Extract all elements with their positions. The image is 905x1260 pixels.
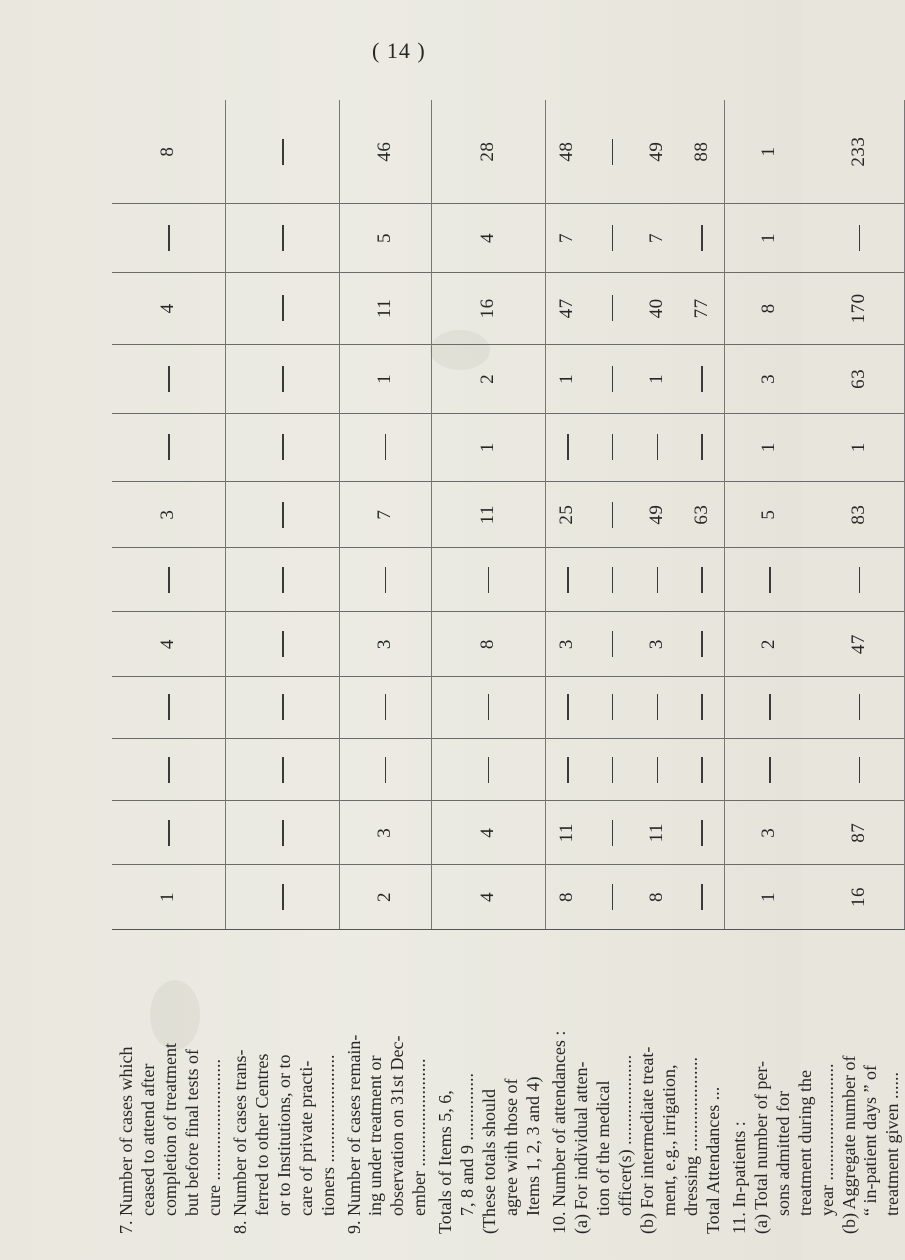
dash-mark: [282, 884, 284, 910]
table-cell: [725, 801, 815, 865]
table-cell: [545, 345, 590, 413]
cell-value: 3: [556, 639, 578, 650]
cell-value: 3: [645, 639, 667, 650]
cell-value: 8: [645, 891, 667, 902]
dash-mark: [657, 694, 659, 720]
table-cell: [815, 272, 905, 345]
dash-mark: [657, 567, 659, 593]
dash-mark: [282, 295, 284, 321]
table-cell: [545, 801, 590, 865]
label-line: Items 1, 2, 3 and 4): [523, 1076, 544, 1216]
cell-value: 48: [556, 141, 578, 162]
dash-mark: [488, 567, 490, 593]
table-cell: [226, 204, 340, 272]
cell-value: 1: [645, 373, 667, 384]
cell-value: 3: [157, 509, 179, 520]
dash-mark: [612, 366, 614, 392]
cell-value: 63: [690, 504, 712, 525]
dash-mark: [701, 757, 703, 783]
cell-value: 1: [476, 442, 498, 453]
row-label: [112, 929, 226, 1240]
dash-mark: [567, 567, 569, 593]
dash-mark: [567, 757, 569, 783]
table-cell: [226, 345, 340, 413]
table-cell: [112, 272, 226, 345]
table-cell: [340, 612, 432, 676]
table-cell: [431, 100, 545, 204]
cell-value: 1: [758, 891, 780, 902]
table-cell: [725, 612, 815, 676]
label-line: Total Attendances ...: [702, 1086, 723, 1234]
label-line: sons admitted for: [772, 1091, 793, 1216]
table-cell: [340, 413, 432, 481]
cell-value: 8: [476, 639, 498, 650]
table-cell: [226, 801, 340, 865]
table-cell: [590, 801, 635, 865]
table-cell: [590, 204, 635, 272]
label-line: treatment during the: [794, 1070, 815, 1216]
table-cell: [226, 612, 340, 676]
table-cell: [635, 481, 680, 547]
table-cell: [680, 100, 725, 204]
row-label: [545, 929, 725, 1240]
dash-mark: [612, 139, 614, 165]
table-cell: [545, 481, 590, 547]
dash-mark: [282, 757, 284, 783]
table-cell: [545, 100, 590, 204]
dash-mark: [612, 225, 614, 251]
table-cell: [815, 345, 905, 413]
label-line: ment, e.g., irrigation,: [658, 1064, 679, 1216]
dash-mark: [282, 820, 284, 846]
table-cell: [340, 801, 432, 865]
cell-value: 3: [373, 639, 395, 650]
table-cell: [680, 801, 725, 865]
table-cell: [725, 204, 815, 272]
table-cell: [635, 612, 680, 676]
dash-mark: [859, 694, 861, 720]
dash-mark: [168, 567, 170, 593]
table-cell: [431, 738, 545, 800]
dash-mark: [282, 366, 284, 392]
table-cell: [340, 738, 432, 800]
label-line: ember ........................: [409, 1058, 430, 1216]
table-cell: [431, 676, 545, 738]
table-cell: [431, 548, 545, 612]
dash-mark: [168, 757, 170, 783]
label-line: tioners ........................: [317, 1054, 338, 1216]
dash-mark: [701, 225, 703, 251]
cell-value: 7: [645, 232, 667, 243]
table-cell: [815, 413, 905, 481]
cell-value: 88: [690, 141, 712, 162]
label-line: cure ...........................: [203, 1059, 224, 1216]
dash-mark: [282, 567, 284, 593]
table-cell: [340, 548, 432, 612]
cell-value: 2: [373, 891, 395, 902]
cell-value: 5: [373, 232, 395, 243]
label-line: (a) For individual atten-: [571, 1061, 592, 1234]
dash-mark: [282, 434, 284, 460]
table-cell: [635, 738, 680, 800]
table-cell: [545, 612, 590, 676]
table-cell: [635, 204, 680, 272]
dash-mark: [657, 434, 659, 460]
dash-mark: [612, 694, 614, 720]
table-cell: [340, 676, 432, 738]
table-cell: [545, 204, 590, 272]
table-cell: [635, 100, 680, 204]
dash-mark: [612, 820, 614, 846]
label-line: (b) For intermediate treat-: [636, 1046, 657, 1234]
cell-value: 11: [373, 298, 395, 319]
table-cell: [226, 865, 340, 929]
table-cell: [340, 272, 432, 345]
table-cell: [431, 612, 545, 676]
label-line: tion of the medical: [593, 1080, 614, 1216]
table-cell: [112, 548, 226, 612]
dash-mark: [769, 694, 771, 720]
table-cell: [112, 676, 226, 738]
dash-mark: [282, 225, 284, 251]
table-cell: [226, 413, 340, 481]
table-cell: [112, 801, 226, 865]
dash-mark: [612, 757, 614, 783]
table-cell: [545, 738, 590, 800]
table-cell: [635, 548, 680, 612]
table-cell: [725, 548, 815, 612]
label-line: (a) Total number of per-: [750, 1061, 771, 1234]
table-cell: [680, 272, 725, 345]
table-cell: [815, 865, 905, 929]
cell-value: 47: [847, 634, 869, 655]
cell-value: 11: [476, 504, 498, 525]
cell-value: 4: [476, 827, 498, 838]
cell-value: 233: [847, 136, 869, 167]
table-cell: [680, 738, 725, 800]
dash-mark: [282, 694, 284, 720]
dash-mark: [282, 631, 284, 657]
dash-mark: [567, 694, 569, 720]
table-cell: [725, 676, 815, 738]
label-line: 7, 8 and 9 ...............: [457, 1073, 478, 1216]
dash-mark: [168, 434, 170, 460]
table-cell: [635, 272, 680, 345]
table-cell: [112, 865, 226, 929]
table-cell: [815, 548, 905, 612]
cell-value: 16: [847, 886, 869, 907]
dash-mark: [612, 884, 614, 910]
table-cell: [431, 481, 545, 547]
table-cell: [226, 548, 340, 612]
dash-mark: [612, 434, 614, 460]
cell-value: 47: [556, 298, 578, 319]
cell-value: 63: [847, 368, 869, 389]
dash-mark: [385, 567, 387, 593]
dash-mark: [701, 434, 703, 460]
cell-value: 28: [476, 141, 498, 162]
row-label: [725, 929, 905, 1240]
table-cell: [590, 272, 635, 345]
dash-mark: [612, 295, 614, 321]
cell-value: 1: [847, 442, 869, 453]
dash-mark: [612, 567, 614, 593]
cell-value: 83: [847, 504, 869, 525]
label-line: dressing .....................: [680, 1057, 701, 1216]
cell-value: 1: [373, 373, 395, 384]
cell-value: 4: [157, 303, 179, 314]
table-cell: [680, 676, 725, 738]
label-line: (These totals should: [479, 1089, 500, 1234]
cell-value: 8: [157, 146, 179, 157]
cell-value: 1: [758, 232, 780, 243]
cell-value: 8: [758, 303, 780, 314]
label-line: care of private practi-: [295, 1060, 316, 1216]
cell-value: 1: [758, 146, 780, 157]
table-row: [340, 100, 432, 1240]
dash-mark: [701, 884, 703, 910]
label-line: but before final tests of: [181, 1049, 202, 1216]
table-cell: [725, 481, 815, 547]
table-cell: [815, 612, 905, 676]
table-cell: [590, 676, 635, 738]
label-line: agree with those of: [501, 1078, 522, 1216]
dash-mark: [385, 757, 387, 783]
table-cell: [340, 865, 432, 929]
label-line: completion of treatment: [159, 1043, 180, 1216]
cell-value: 3: [373, 827, 395, 838]
table-row: [226, 100, 340, 1240]
cell-value: 1: [758, 442, 780, 453]
label-line: officer(s) ....................: [614, 1054, 635, 1216]
table-cell: [112, 204, 226, 272]
cell-value: 5: [758, 509, 780, 520]
table-cell: [340, 204, 432, 272]
table-cell: [590, 413, 635, 481]
dash-mark: [859, 757, 861, 783]
table-cell: [226, 738, 340, 800]
table-cell: [725, 272, 815, 345]
table-cell: [112, 738, 226, 800]
table-cell: [680, 345, 725, 413]
table-cell: [680, 204, 725, 272]
table-cell: [680, 413, 725, 481]
cell-value: 1: [157, 891, 179, 902]
table-cell: [431, 272, 545, 345]
dash-mark: [612, 502, 614, 528]
dash-mark: [168, 694, 170, 720]
cell-value: 46: [373, 141, 395, 162]
row-label: [431, 929, 545, 1240]
table-cell: [431, 413, 545, 481]
table-row: [112, 100, 226, 1240]
label-line: “ in-patient days ” of: [860, 1065, 881, 1216]
dash-mark: [657, 757, 659, 783]
label-line: ing under treatment or: [365, 1055, 386, 1216]
dash-mark: [168, 225, 170, 251]
label-line: 7. Number of cases which: [116, 1046, 136, 1234]
cell-value: 25: [556, 504, 578, 525]
table-cell: [680, 612, 725, 676]
table-row: [725, 100, 815, 1240]
cell-value: 49: [645, 141, 667, 162]
table-cell: [815, 204, 905, 272]
dash-mark: [701, 631, 703, 657]
dash-mark: [859, 225, 861, 251]
table-cell: [431, 345, 545, 413]
table-cell: [340, 481, 432, 547]
table-cell: [112, 345, 226, 413]
table-cell: [226, 481, 340, 547]
label-line: treatment given ......: [882, 1072, 903, 1216]
table-cell: [226, 272, 340, 345]
table-cell: [431, 801, 545, 865]
statistics-table: [112, 100, 905, 1240]
table-cell: [545, 865, 590, 929]
table-cell: [590, 548, 635, 612]
table-cell: [545, 413, 590, 481]
cell-value: 1: [556, 373, 578, 384]
table-cell: [635, 345, 680, 413]
cell-value: 87: [847, 822, 869, 843]
dash-mark: [168, 820, 170, 846]
table-cell: [815, 481, 905, 547]
table-cell: [725, 345, 815, 413]
cell-value: 4: [476, 232, 498, 243]
table-row: [545, 100, 590, 1240]
table-cell: [635, 865, 680, 929]
table-cell: [112, 612, 226, 676]
label-line: Totals of Items 5, 6,: [435, 1090, 456, 1234]
table-cell: [112, 100, 226, 204]
label-line: 10. Number of attendances :: [549, 1030, 570, 1234]
table-cell: [815, 738, 905, 800]
dash-mark: [769, 757, 771, 783]
rotated-statistics-table: [112, 100, 903, 1240]
table-cell: [340, 345, 432, 413]
table-cell: [226, 100, 340, 204]
table-cell: [431, 204, 545, 272]
cell-value: 7: [373, 509, 395, 520]
dash-mark: [769, 567, 771, 593]
label-line: 8. Number of cases trans-: [229, 1049, 250, 1234]
table-cell: [431, 865, 545, 929]
cell-value: 11: [645, 823, 667, 843]
cell-value: 170: [847, 293, 869, 324]
dash-mark: [859, 567, 861, 593]
label-line: ceased to attend after: [137, 1063, 158, 1216]
dash-mark: [701, 820, 703, 846]
dash-mark: [612, 631, 614, 657]
table-cell: [545, 548, 590, 612]
cell-value: 4: [157, 639, 179, 650]
table-cell: [635, 801, 680, 865]
table-cell: [815, 676, 905, 738]
dash-mark: [488, 694, 490, 720]
cell-value: 3: [758, 373, 780, 384]
table-cell: [545, 676, 590, 738]
cell-value: 16: [476, 298, 498, 319]
table-cell: [112, 481, 226, 547]
dash-mark: [385, 434, 387, 460]
table-cell: [680, 548, 725, 612]
table-cell: [590, 100, 635, 204]
cell-value: 4: [476, 891, 498, 902]
cell-value: 11: [556, 823, 578, 843]
table-cell: [340, 100, 432, 204]
cell-value: 2: [758, 639, 780, 650]
dash-mark: [701, 366, 703, 392]
cell-value: 77: [690, 298, 712, 319]
label-line: year ..........................: [816, 1063, 837, 1216]
table-cell: [590, 738, 635, 800]
table-cell: [226, 676, 340, 738]
dash-mark: [701, 694, 703, 720]
dash-mark: [701, 567, 703, 593]
label-line: or to Institutions, or to: [273, 1054, 294, 1216]
cell-value: 49: [645, 504, 667, 525]
table-cell: [590, 865, 635, 929]
table-cell: [815, 801, 905, 865]
dash-mark: [282, 139, 284, 165]
cell-value: 3: [758, 827, 780, 838]
page-number: ( 14 ): [372, 38, 426, 63]
label-line: ferred to other Centres: [251, 1053, 272, 1216]
label-line: (b) Aggregate number of: [838, 1055, 859, 1234]
label-line: 9. Number of cases remain-: [343, 1034, 364, 1234]
table-cell: [815, 100, 905, 204]
dash-mark: [488, 757, 490, 783]
cell-value: 40: [645, 298, 667, 319]
table-cell: [635, 676, 680, 738]
cell-value: 8: [556, 891, 578, 902]
table-cell: [725, 865, 815, 929]
dash-mark: [168, 366, 170, 392]
table-cell: [590, 345, 635, 413]
row-label: [226, 929, 340, 1240]
table-row: [431, 100, 545, 1240]
cell-value: 7: [556, 232, 578, 243]
dash-mark: [385, 694, 387, 720]
table-cell: [590, 612, 635, 676]
dash-mark: [567, 434, 569, 460]
table-cell: [590, 481, 635, 547]
table-cell: [725, 413, 815, 481]
table-cell: [635, 413, 680, 481]
label-line: observation on 31st Dec-: [387, 1035, 408, 1216]
table-cell: [680, 481, 725, 547]
row-label: [340, 929, 432, 1240]
label-line: 11. In-patients :: [728, 1121, 749, 1234]
table-cell: [725, 100, 815, 204]
table-cell: [545, 272, 590, 345]
table-cell: [725, 738, 815, 800]
table-cell: [680, 865, 725, 929]
table-cell: [112, 413, 226, 481]
cell-value: 2: [476, 373, 498, 384]
dash-mark: [282, 502, 284, 528]
